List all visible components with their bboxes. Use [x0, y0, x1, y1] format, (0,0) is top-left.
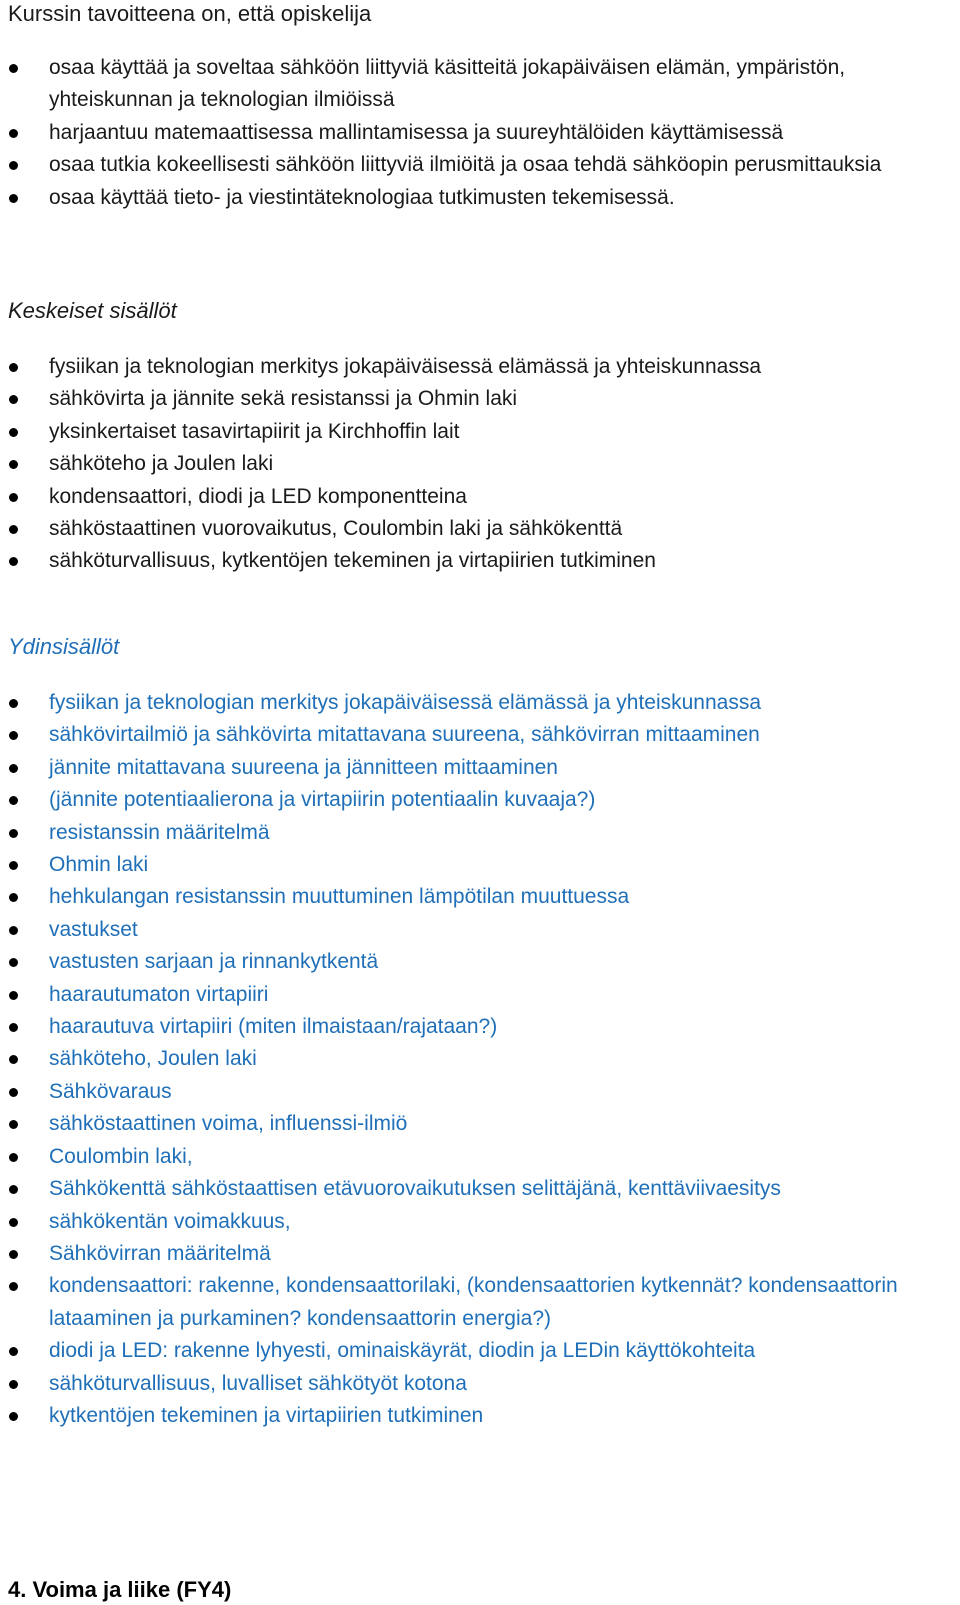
core-content-item	[0, 1400, 950, 1432]
bullet-icon	[9, 731, 18, 740]
bullet-icon	[9, 395, 18, 404]
core-content-item	[0, 1368, 950, 1400]
key-content-item	[0, 416, 950, 448]
bullet-icon	[9, 493, 18, 502]
bullet-icon	[9, 64, 18, 73]
bullet-icon	[9, 1412, 18, 1421]
bullet-icon	[9, 1120, 18, 1129]
bullet-icon	[9, 796, 18, 805]
core-content-item	[0, 914, 950, 946]
core-content-item	[0, 1108, 950, 1140]
core-content-item	[0, 1270, 950, 1335]
core-content-item	[0, 784, 950, 816]
goals-heading: Kurssin tavoitteena on, että opiskelija	[8, 1, 372, 26]
bullet-icon	[9, 428, 18, 437]
bullet-icon	[9, 129, 18, 138]
bullet-icon	[9, 764, 18, 773]
core-contents-heading: Ydinsisällöt	[8, 634, 120, 659]
bullet-icon	[9, 557, 18, 566]
bullet-icon	[9, 1185, 18, 1194]
core-content-item	[0, 1141, 950, 1173]
core-content-item-text: vastusten sarjaan ja rinnankytkentä	[49, 950, 379, 974]
bullet-icon	[9, 829, 18, 838]
bullet-icon	[9, 460, 18, 469]
key-content-item-text: sähkövirta ja jännite sekä resistanssi ja Ohmin laki	[49, 387, 518, 411]
bullet-icon	[9, 1380, 18, 1389]
core-content-item-text: kondensaattori: rakenne, kondensaattorilaki, (kondensaattorien kytkennät? kondensaattorin lataaminen ja purkaminen? kondensaattorin energia?)	[49, 1274, 898, 1330]
bullet-icon	[9, 363, 18, 372]
key-contents-heading: Keskeiset sisällöt	[8, 298, 177, 323]
core-content-item-text: (jännite potentiaalierona ja virtapiirin potentiaalin kuvaaja?)	[49, 788, 596, 812]
core-content-item-text: haarautumaton virtapiiri	[49, 982, 269, 1006]
key-content-item	[0, 481, 950, 513]
key-content-item-text: sähköteho ja Joulen laki	[49, 452, 274, 476]
core-content-item-text: sähköstaattinen voima, influenssi-ilmiö	[49, 1112, 408, 1136]
core-content-item-text: fysiikan ja teknologian merkitys jokapäiväisessä elämässä ja yhteiskunnassa	[49, 691, 762, 714]
goals-list	[0, 52, 950, 214]
core-content-item	[0, 1206, 950, 1238]
bullet-icon	[9, 926, 18, 935]
core-content-item-text: Sähkökenttä sähköstaattisen etävuorovaikutuksen selittäjänä, kenttäviivaesitys	[49, 1177, 781, 1201]
core-content-item-text: Ohmin laki	[49, 853, 149, 877]
bullet-icon	[9, 991, 18, 1000]
bullet-icon	[9, 699, 18, 708]
bullet-icon	[9, 1250, 18, 1259]
bullet-icon	[9, 1282, 18, 1291]
core-content-item-text: resistanssin määritelmä	[49, 820, 270, 844]
core-content-item	[0, 979, 950, 1011]
core-content-item	[0, 687, 950, 719]
core-content-item	[0, 1043, 950, 1075]
core-content-item-text: sähköturvallisuus, luvalliset sähkötyöt kotona	[49, 1371, 467, 1395]
bullet-icon	[9, 861, 18, 870]
key-content-item-text: kondensaattori, diodi ja LED komponentteina	[49, 484, 467, 508]
key-content-item	[0, 448, 950, 480]
core-content-item-text: Coulombin laki,	[49, 1144, 193, 1168]
bullet-icon	[9, 958, 18, 967]
core-content-item	[0, 881, 950, 913]
next-section-title: 4. Voima ja liike (FY4)	[8, 1577, 232, 1602]
bullet-icon	[9, 1218, 18, 1227]
bullet-icon	[9, 1023, 18, 1032]
core-content-item-text: sähkökentän voimakkuus,	[49, 1209, 291, 1233]
core-content-item	[0, 752, 950, 784]
key-contents-list	[0, 351, 950, 578]
core-content-item	[0, 1011, 950, 1043]
key-content-item-text: fysiikan ja teknologian merkitys jokapäiväisessä elämässä ja yhteiskunnassa	[49, 355, 762, 378]
key-content-item	[0, 351, 950, 383]
core-contents-list	[0, 687, 950, 1432]
bullet-icon	[9, 1347, 18, 1356]
bullet-icon	[9, 1055, 18, 1064]
key-content-item-text: sähköstaattinen vuorovaikutus, Coulombin laki ja sähkökenttä	[49, 517, 623, 541]
core-content-item	[0, 946, 950, 978]
core-content-item-text: Sähkövirran määritelmä	[49, 1241, 271, 1265]
bullet-icon	[9, 893, 18, 902]
core-content-item-text: diodi ja LED: rakenne lyhyesti, ominaiskäyrät, diodin ja LEDin käyttökohteita	[49, 1339, 756, 1363]
core-content-item-text: hehkulangan resistanssin muuttuminen lämpötilan muuttuessa	[49, 885, 630, 909]
goal-item-text: harjaantuu matemaattisessa mallintamisessa ja suureyhtälöiden käyttämisessä	[49, 120, 784, 144]
core-content-item	[0, 817, 950, 849]
key-content-item	[0, 383, 950, 415]
goal-item	[0, 52, 950, 117]
goal-item	[0, 117, 950, 149]
core-content-item-text: sähkövirtailmiö ja sähkövirta mitattavana suureena, sähkövirran mittaaminen	[49, 723, 760, 747]
core-content-item	[0, 849, 950, 881]
goal-item	[0, 182, 950, 214]
core-content-item-text: Sähkövaraus	[49, 1079, 172, 1103]
core-content-item-text: vastukset	[49, 917, 138, 941]
core-content-item	[0, 719, 950, 751]
bullet-icon	[9, 525, 18, 534]
goal-item	[0, 149, 950, 181]
core-content-item	[0, 1173, 950, 1205]
core-content-item-text: haarautuva virtapiiri (miten ilmaistaan/rajataan?)	[49, 1015, 498, 1039]
core-content-item	[0, 1238, 950, 1270]
core-content-item-text: kytkentöjen tekeminen ja virtapiirien tutkiminen	[49, 1403, 484, 1427]
key-content-item	[0, 513, 950, 545]
core-content-item-text: jännite mitattavana suureena ja jännitteen mittaaminen	[49, 755, 558, 779]
bullet-icon	[9, 194, 18, 203]
core-content-item-text: sähköteho, Joulen laki	[49, 1047, 257, 1071]
bullet-icon	[9, 161, 18, 170]
key-content-item	[0, 545, 950, 577]
goal-item-text: osaa käyttää ja soveltaa sähköön liittyviä käsitteitä jokapäiväisen elämän, ympäristön, yhteiskunnan ja teknologian ilmiöissä	[49, 56, 846, 112]
core-content-item	[0, 1076, 950, 1108]
goal-item-text: osaa käyttää tieto- ja viestintäteknologiaa tutkimusten tekemisessä.	[49, 185, 675, 209]
bullet-icon	[9, 1153, 18, 1162]
core-content-item	[0, 1335, 950, 1367]
goal-item-text: osaa tutkia kokeellisesti sähköön liittyviä ilmiöitä ja osaa tehdä sähköopin perusmittauksia	[49, 153, 882, 177]
bullet-icon	[9, 1088, 18, 1097]
key-content-item-text: yksinkertaiset tasavirtapiirit ja Kirchhoffin lait	[49, 419, 460, 443]
key-content-item-text: sähköturvallisuus, kytkentöjen tekeminen ja virtapiirien tutkiminen	[49, 549, 656, 573]
